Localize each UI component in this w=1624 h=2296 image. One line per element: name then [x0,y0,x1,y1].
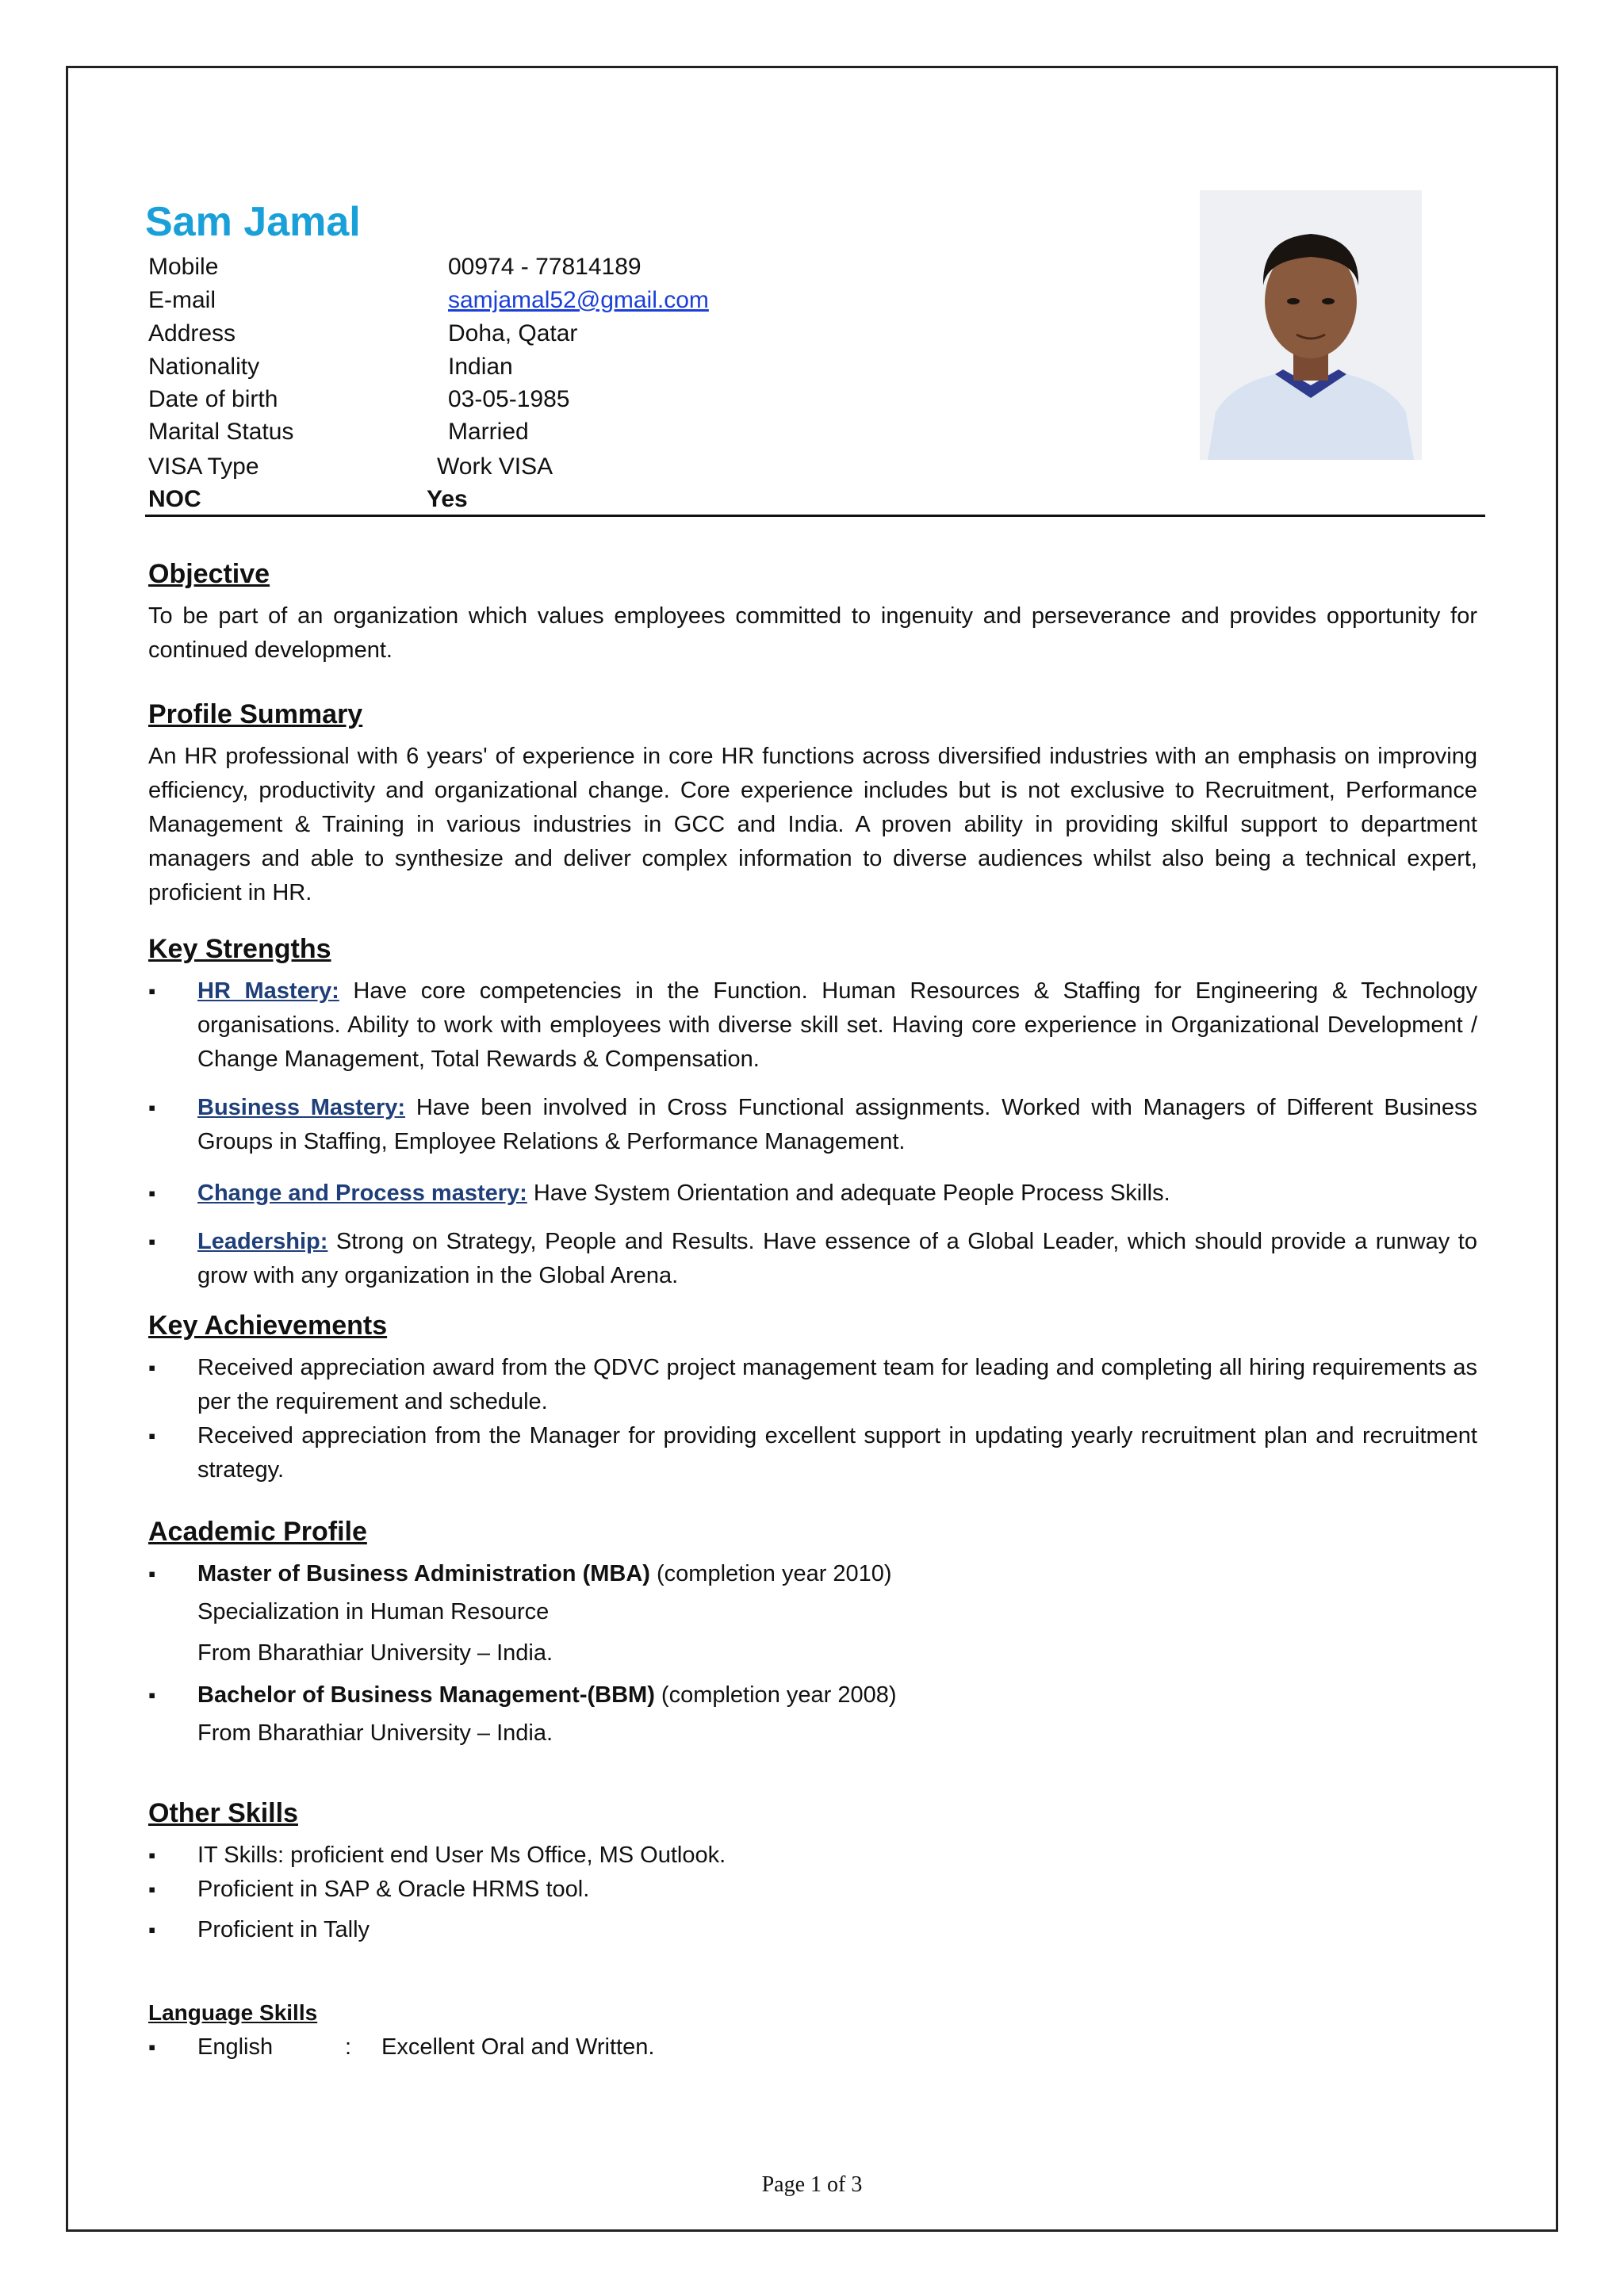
section-title: Objective [148,559,270,589]
key-achievements-section [148,1311,1477,1487]
language-separator: : [345,2034,352,2060]
candidate-name: Sam Jamal [145,199,361,245]
strength-keyword-link[interactable]: HR Mastery: [197,978,339,1004]
list-item: ▪ Proficient in Tally [148,1913,1477,1947]
degree-year: (completion year 2008) [654,1682,897,1708]
language-skills-section [148,2000,1477,2064]
list-item [148,1177,1477,1211]
header-divider [145,515,1485,517]
contact-label: Date of birth [148,386,278,412]
strength-keyword-link[interactable]: Business Mastery: [197,1095,406,1120]
contact-value: 00974 - 77814189 [448,254,642,280]
section-title: Key Strengths [148,934,331,964]
academic-profile-section [148,1517,1477,1754]
profile-summary-section [148,699,1477,910]
strength-keyword-link[interactable]: Change and Process mastery: [197,1181,527,1206]
page-number: Page 1 of 3 [761,2172,863,2197]
degree-year: (completion year 2010) [649,1561,892,1586]
contact-value: Married [448,419,529,445]
language-name: English [197,2034,274,2060]
section-title: Academic Profile [148,1517,367,1547]
strength-text: Have core competencies in the Function. Human Resources & Staffing for Engineering & Technology organisations. Ability to work with employees with diverse skill set. Having core experience in Organizational Development / Change Management, Total Rewards & Compensation. [197,978,1478,1072]
list-item [148,1678,1477,1712]
key-strengths-list [148,974,1477,1293]
degree-name: Master of Business Administration (MBA) [197,1561,650,1586]
other-skills-section [148,1798,1477,1947]
contact-value: Doha, Qatar [448,320,578,346]
contact-label: Marital Status [148,419,294,445]
key-strengths-section [148,934,1477,1293]
contact-value: Indian [448,354,513,380]
contact-value: Work VISA [437,453,553,480]
list-item: ▪ Proficient in SAP & Oracle HRMS tool. [148,1873,1477,1907]
objective-text: To be part of an organization which values employees committed to ingenuity and perseverance and provides opportunity for continued development. [148,603,1477,663]
list-item [148,974,1477,1077]
person-photo-icon [1200,190,1422,460]
contact-row-noc [145,486,1477,518]
academic-list [148,1557,1477,1591]
strength-text: Have System Orientation and adequate People Process Skills. [527,1181,1170,1206]
other-skills-list [148,1839,1477,1947]
language-level: Excellent Oral and Written. [381,2034,655,2060]
objective-section [148,559,1477,668]
strength-text: Strong on Strategy, People and Results. Have essence of a Global Leader, which should provide a runway to grow with any organization in the Global Arena. [197,1229,1477,1288]
contact-value: Yes [427,486,468,512]
section-title: Language Skills [148,2000,318,2025]
key-achievements-list [148,1351,1477,1487]
contact-label: Address [148,320,236,346]
list-item [148,2030,1477,2064]
list-item: ▪ IT Skills: proficient end User Ms Office, MS Outlook. [148,1839,1477,1873]
list-item: ▪ Received appreciation from the Manager for providing excellent support in updating yearly recruitment plan and recruitment strategy. [148,1419,1477,1487]
contact-label: E-mail [148,287,216,313]
list-item: ▪ Received appreciation award from the QDVC project management team for leading and completing all hiring requirements as per the requirement and schedule. [148,1351,1477,1419]
contact-label: Nationality [148,354,260,380]
contact-label: Mobile [148,254,219,280]
list-item [148,1557,1477,1591]
degree-detail: From Bharathiar University – India. [197,1720,553,1746]
section-title: Key Achievements [148,1311,388,1341]
degree-name: Bachelor of Business Management-(BBM) [197,1682,655,1708]
profile-summary-text: An HR professional with 6 years' of experience in core HR functions across diversified industries with an emphasis on improving efficiency, productivity and organizational change. Core experience includes but is not exclusive to Recruitment, Performance Management & Training in various industries in GCC and India. A proven ability in providing skilful support to department managers and able to synthesize and deliver complex information to diverse audiences whilst also being a technical expert, proficient in HR. [148,744,1477,905]
section-title: Profile Summary [148,699,363,729]
degree-detail: Specialization in Human Resource [197,1599,550,1624]
profile-photo [1200,190,1422,460]
section-title: Other Skills [148,1798,298,1828]
contact-label: NOC [148,486,201,512]
strength-text: Have been involved in Cross Functional assignments. Worked with Managers of Different Business Groups in Staffing, Employee Relations & Performance Management. [197,1095,1477,1154]
list-item [148,1091,1477,1159]
list-item [148,1225,1477,1293]
contact-label: VISA Type [148,453,259,480]
strength-keyword-link[interactable]: Leadership: [197,1229,328,1254]
contact-value: 03-05-1985 [448,386,570,412]
email-link[interactable]: samjamal52@gmail.com [448,287,709,313]
language-list [148,2030,1477,2064]
academic-list [148,1678,1477,1712]
degree-detail: From Bharathiar University – India. [197,1640,553,1666]
